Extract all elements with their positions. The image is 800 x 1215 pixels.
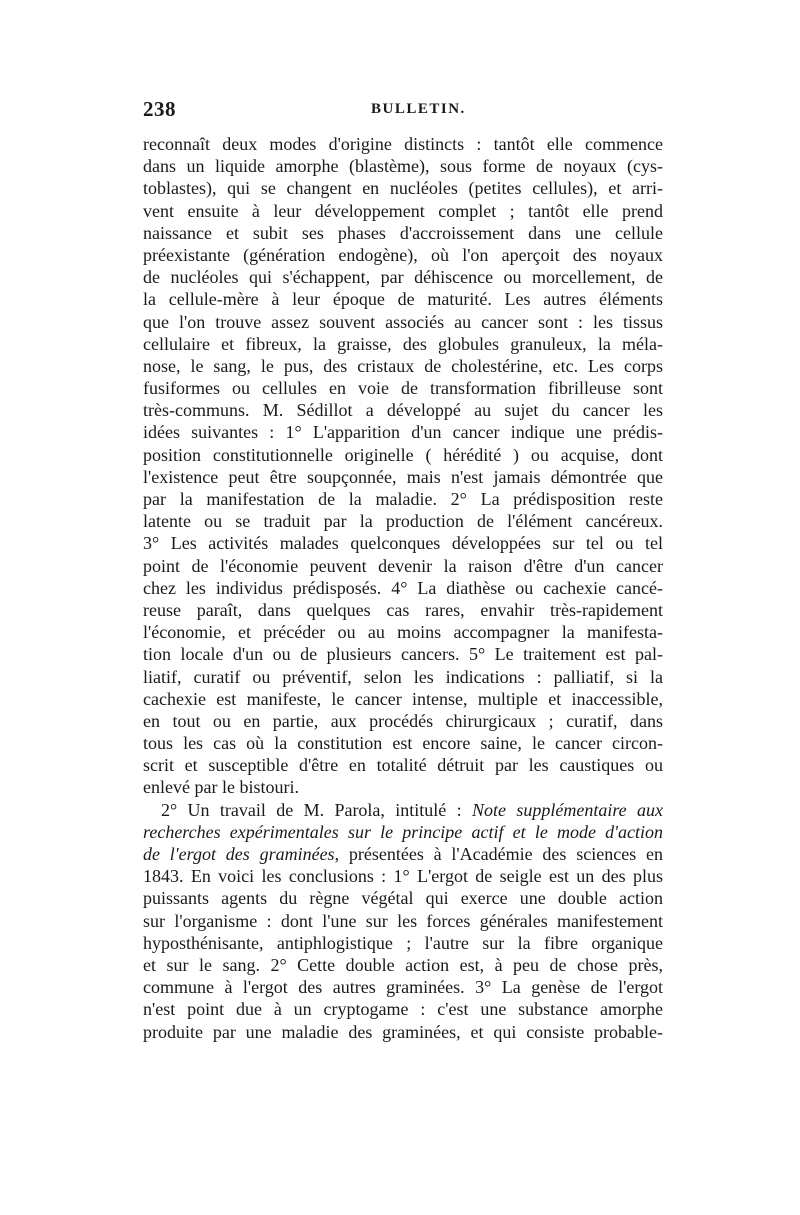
text-line: vent ensuite à leur développement complet ; tantôt elle prend — [143, 200, 663, 221]
text-line: dans un liquide amorphe (blastème), sous forme de noyaux (cys- — [143, 156, 663, 177]
text-line: scrit et susceptible d'être en totalité détruit par les caustiques ou — [143, 755, 663, 776]
text-run: , présentées à l'Académie des sciences en — [334, 844, 663, 864]
text-line: commune à l'ergot des autres graminées. 3° La genèse de l'ergot — [143, 977, 663, 998]
text-line: latente ou se traduit par la production de l'élément cancéreux. — [143, 511, 663, 532]
page-number: 238 — [143, 97, 176, 121]
text-line: tion locale d'un ou de plusieurs cancers. 5° Le traitement est pal- — [143, 644, 663, 665]
page-header — [143, 97, 663, 127]
text-line: très-communs. M. Sédillot a développé au sujet du cancer les — [143, 400, 663, 421]
text-line: nose, le sang, le pus, des cristaux de cholestérine, etc. Les corps — [143, 355, 663, 376]
paragraph-1 — [143, 133, 663, 799]
text-line: cellulaire et fibreux, la graisse, des globules granuleux, la méla- — [143, 333, 663, 354]
text-line: reconnaît deux modes d'origine distincts : tantôt elle commence — [143, 134, 663, 154]
text-run: 2° Un travail de M. Parola, intitulé : — [161, 799, 472, 820]
text-line — [143, 843, 663, 865]
italic-title: de l'ergot des graminées — [143, 844, 335, 864]
text-line: liatif, curatif ou préventif, selon les indications : palliatif, si la — [143, 666, 663, 687]
text-line — [143, 799, 663, 821]
text-line: n'est point due à un cryptogame : c'est une substance amorphe — [143, 999, 663, 1020]
text-line: 1843. En voici les conclusions : 1° L'ergot de seigle est un des plus — [143, 866, 663, 887]
text-line: sur l'organisme : dont l'une sur les forces générales manifestement — [143, 910, 663, 931]
text-line: point de l'économie peuvent devenir la raison d'être d'un cancer — [143, 555, 663, 576]
running-head: BULLETIN. — [371, 101, 466, 117]
text-line: idées suivantes : 1° L'apparition d'un cancer indique une prédis- — [143, 422, 663, 443]
text-line: par la manifestation de la maladie. 2° La prédisposition reste — [143, 489, 663, 509]
text-line: la cellule-mère à leur époque de maturité. Les autres éléments — [143, 289, 663, 310]
text-line: de nucléoles qui s'échappent, par déhiscence ou morcellement, de — [143, 267, 663, 288]
italic-title: Note supplémentaire aux — [471, 799, 663, 820]
text-line: chez les individus prédisposés. 4° La diathèse ou cachexie cancé- — [143, 577, 663, 598]
text-line: fusiformes ou cellules en voie de transformation fibrilleuse sont — [143, 378, 663, 399]
text-line: cachexie est manifeste, le cancer intense, multiple et inaccessible, — [143, 688, 663, 709]
text-line: naissance et subit ses phases d'accroissement dans une cellule — [143, 222, 663, 243]
text-line: position constitutionnelle originelle ( hérédité ) ou acquise, dont — [143, 444, 663, 465]
text-line: préexistante (génération endogène), où l'on aperçoit des noyaux — [143, 244, 663, 265]
text-line: produite par une maladie des graminées, et qui consiste probable- — [143, 1021, 663, 1042]
text-line: en tout ou en partie, aux procédés chirurgicaux ; curatif, dans — [143, 710, 663, 731]
text-line: 3° Les activités malades quelconques développées sur tel ou tel — [143, 533, 663, 554]
text-line: et sur le sang. 2° Cette double action est, à peu de chose près, — [143, 954, 663, 975]
text-line: hyposthénisante, antiphlogistique ; l'autre sur la fibre organique — [143, 932, 663, 953]
text-line: puissants agents du règne végétal qui exerce une double action — [143, 888, 663, 909]
paragraph-2 — [143, 799, 663, 1043]
text-line: reuse paraît, dans quelques cas rares, envahir très-rapidement — [143, 599, 663, 620]
body-text — [143, 133, 663, 1043]
italic-title: recherches expérimentales sur le principe actif et le mode d'action — [143, 821, 663, 842]
text-line: que l'on trouve assez souvent associés au cancer sont : les tissus — [143, 311, 663, 332]
text-line: tous les cas où la constitution est encore saine, le cancer circon- — [143, 733, 663, 754]
text-line: toblastes), qui se changent en nucléoles (petites cellules), et arri- — [143, 178, 663, 199]
text-line: enlevé par le bistouri. — [143, 777, 299, 798]
text-line: l'économie, et précéder ou au moins accompagner la manifesta- — [143, 622, 663, 643]
text-line: l'existence peut être soupçonnée, mais n'est jamais démontrée que — [143, 466, 663, 487]
